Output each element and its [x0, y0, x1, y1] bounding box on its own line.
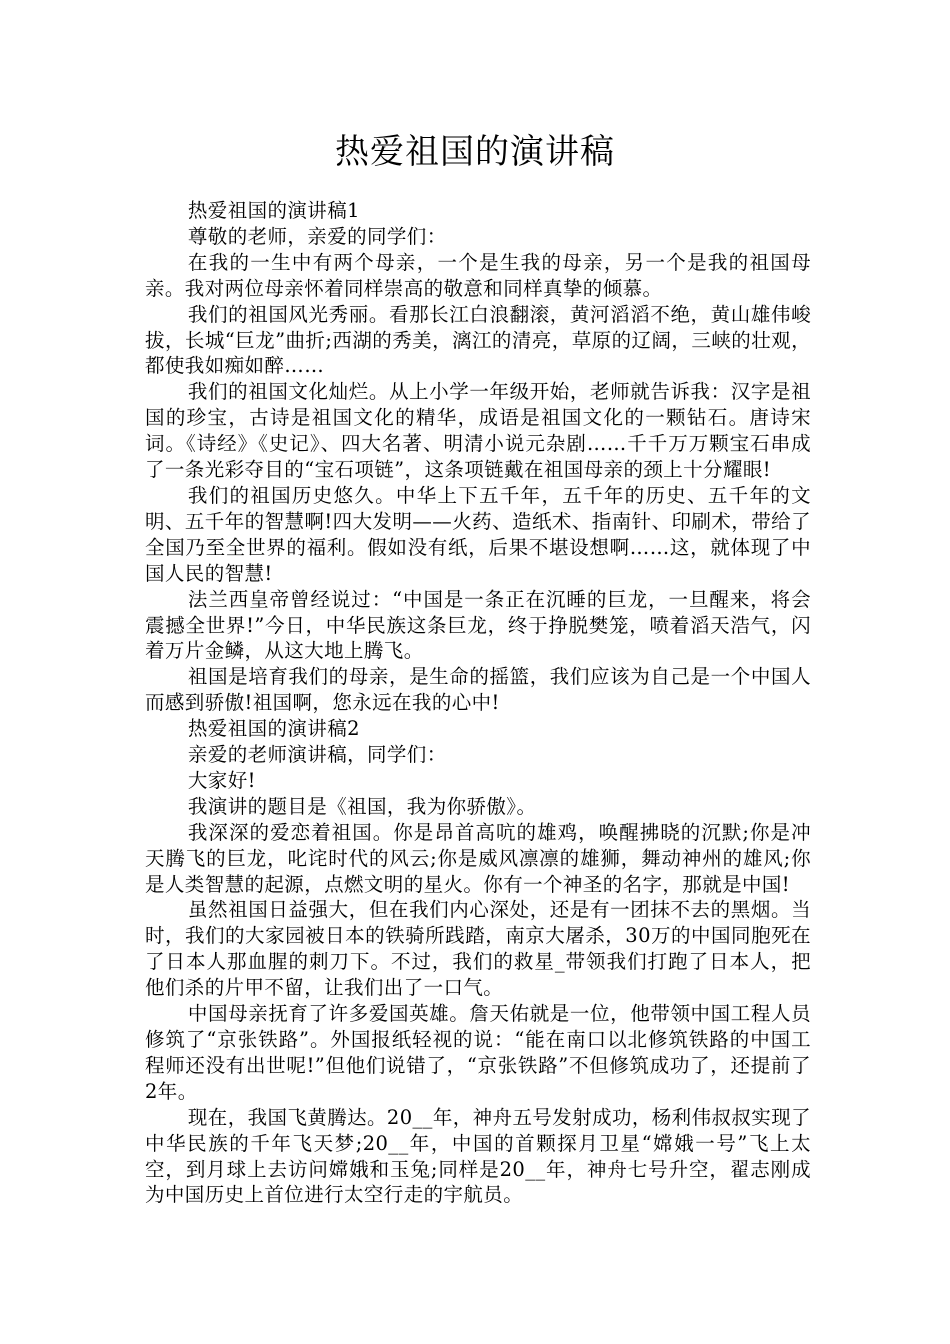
paragraph: 法兰西皇帝曾经说过：“中国是一条正在沉睡的巨龙，一旦醒来，将会震撼全世界!”今日，中华民族这条巨龙，终于挣脱樊笼，喷着滔天浩气，闪着万片金鳞，从这大地上腾飞。 [145, 587, 811, 663]
paragraph: 中国母亲抚育了许多爱国英雄。詹天佑就是一位，他带领中国工程人员修筑了“京张铁路”。外国报纸轻视的说：“能在南口以北修筑铁路的中国工程师还没有出世呢!”但他们说错了，“京张铁路”不但修筑成功了，还提前了2年。 [145, 1002, 811, 1103]
paragraph: 我们的祖国风光秀丽。看那长江白浪翻滚，黄河滔滔不绝，黄山雄伟峻拔，长城“巨龙”曲折;西湖的秀美，漓江的清亮，草原的辽阔，三峡的壮观，都使我如痴如醉…… [145, 302, 811, 378]
paragraph: 虽然祖国日益强大，但在我们内心深处，还是有一团抹不去的黑烟。当时，我们的大家园被日本的铁骑所践踏，南京大屠杀，30万的中国同胞死在了日本人那血腥的刺刀下。不过，我们的救星_带领我们打跑了日本人，把他们杀的片甲不留，让我们出了一口气。 [145, 898, 811, 1000]
paragraph: 我们的祖国历史悠久。中华上下五千年，五千年的历史、五千年的文明、五千年的智慧啊!四大发明——火药、造纸术、指南针、印刷术，带给了全国乃至全世界的福利。假如没有纸，后果不堪设想啊……这，就体现了中国人民的智慧! [145, 483, 811, 585]
salutation-2: 亲爱的老师演讲稿，同学们： [187, 743, 447, 767]
paragraph: 在我的一生中有两个母亲，一个是生我的母亲，另一个是我的祖国母亲。我对两位母亲怀着同样崇高的敬意和同样真挚的倾慕。 [145, 250, 811, 300]
document-title: 热爱祖国的演讲稿 [335, 132, 615, 172]
paragraph: 现在，我国飞黄腾达。20__年，神舟五号发射成功，杨利伟叔叔实现了中华民族的千年飞天梦;20__年，中国的首颗探月卫星“嫦娥一号”飞上太空，到月球上去访问嫦娥和玉兔;同样是20__年，神舟七号升空，翟志刚成为中国历史上首位进行太空行走的宇航员。 [145, 1105, 811, 1207]
paragraph: 我深深的爱恋着祖国。你是昂首高吭的雄鸡，唤醒拂晓的沉默;你是冲天腾飞的巨龙，叱诧时代的风云;你是威风凛凛的雄狮，舞动神州的雄风;你是人类智慧的起源，点燃文明的星火。你有一个神圣的名字，那就是中国! [145, 820, 811, 896]
greeting: 大家好! [187, 768, 256, 792]
paragraph: 祖国是培育我们的母亲，是生命的摇篮，我们应该为自己是一个中国人而感到骄傲!祖国啊，您永远在我的心中! [145, 665, 811, 715]
document-body [145, 198, 811, 1208]
paragraph: 我演讲的题目是《祖国，我为你骄傲》。 [187, 794, 537, 818]
paragraph: 我们的祖国文化灿烂。从上小学一年级开始，老师就告诉我：汉字是祖国的珍宝，古诗是祖国文化的精华，成语是祖国文化的一颗钻石。唐诗宋词。《诗经》《史记》、四大名著、明清小说元杂剧……千千万万颗宝石串成了一条光彩夺目的“宝石项链”，这条项链戴在祖国母亲的颈上十分耀眼! [145, 380, 811, 482]
section-heading-2: 热爱祖国的演讲稿2 [187, 717, 360, 741]
salutation-1: 尊敬的老师，亲爱的同学们： [187, 224, 447, 248]
section-heading-1: 热爱祖国的演讲稿1 [187, 199, 360, 222]
